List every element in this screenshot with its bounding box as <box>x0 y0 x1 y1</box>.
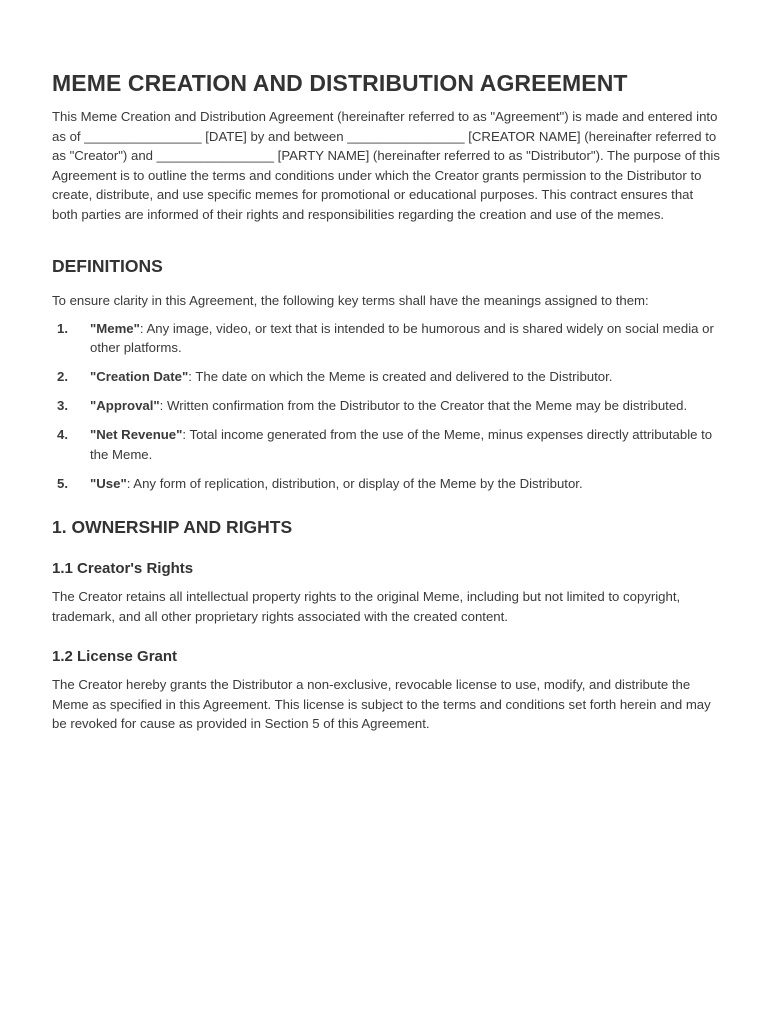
definition-term: "Meme" <box>90 320 140 336</box>
definition-term: "Net Revenue" <box>90 427 183 442</box>
definition-text: : Any image, video, or text that is intended to be humorous and is shared widely on social media or other platforms. <box>90 320 714 355</box>
definitions-list <box>52 319 720 494</box>
definition-text: : Total income generated from the use of the Meme, minus expenses directly attributable to the Meme. <box>90 427 713 462</box>
definition-item <box>52 474 720 494</box>
definition-text: : Any form of replication, distribution, or display of the Meme by the Distributor. <box>126 475 583 491</box>
definition-text: : Written confirmation from the Distributor to the Creator that the Meme may be distributed. <box>159 398 688 413</box>
section1-2-paragraph: The Creator hereby grants the Distributor a non-exclusive, revocable license to use, modify, and distribute the Meme as specified in this Agreement. This license is subject to the terms and conditions set forth herein and may be revoked for cause as provided in Section 5 of this Agreement. <box>52 677 711 731</box>
definition-number: 4. <box>57 427 68 442</box>
definition-item <box>52 367 720 387</box>
document-title: MEME CREATION AND DISTRIBUTION AGREEMENT <box>52 70 628 96</box>
intro-paragraph: This Meme Creation and Distribution Agreement (hereinafter referred to as "Agreement") is made and entered into as of ________________ [DATE] by and between ________________ [CREATOR NAME] (hereinafter referred to as "Creator") and ________________ [PARTY NAME] (hereinafter referred to as "Distributor"). The purpose of this Agreement is to outline the terms and conditions under which the Creator grants permission to the Distributor to create, distribute, and use specific memes for promotional or educational purposes. This contract ensures that both parties are informed of their rights and responsibilities regarding the creation and use of the memes. <box>52 109 720 222</box>
definition-item <box>52 425 720 464</box>
definition-item <box>52 396 720 416</box>
definitions-heading: DEFINITIONS <box>52 256 163 276</box>
section1-1-heading: 1.1 Creator's Rights <box>52 560 194 577</box>
definition-item <box>52 319 720 358</box>
definition-text: : The date on which the Meme is created and delivered to the Distributor. <box>188 369 613 384</box>
definitions-lead: To ensure clarity in this Agreement, the following key terms shall have the meanings assigned to them: <box>52 293 649 308</box>
definition-number: 2. <box>57 369 68 384</box>
definition-term: "Approval" <box>90 398 160 413</box>
definition-number: 5. <box>57 475 68 491</box>
definition-term: "Creation Date" <box>90 369 189 384</box>
section1-2-heading: 1.2 License Grant <box>52 648 178 665</box>
definition-number: 1. <box>57 320 68 336</box>
section1-heading: 1. OWNERSHIP AND RIGHTS <box>52 517 293 537</box>
section1-1-paragraph: The Creator retains all intellectual property rights to the original Meme, including but not limited to copyright, trademark, and all other proprietary rights associated with the created content. <box>52 589 681 624</box>
definition-number: 3. <box>57 398 68 413</box>
definition-term: "Use" <box>90 475 127 491</box>
